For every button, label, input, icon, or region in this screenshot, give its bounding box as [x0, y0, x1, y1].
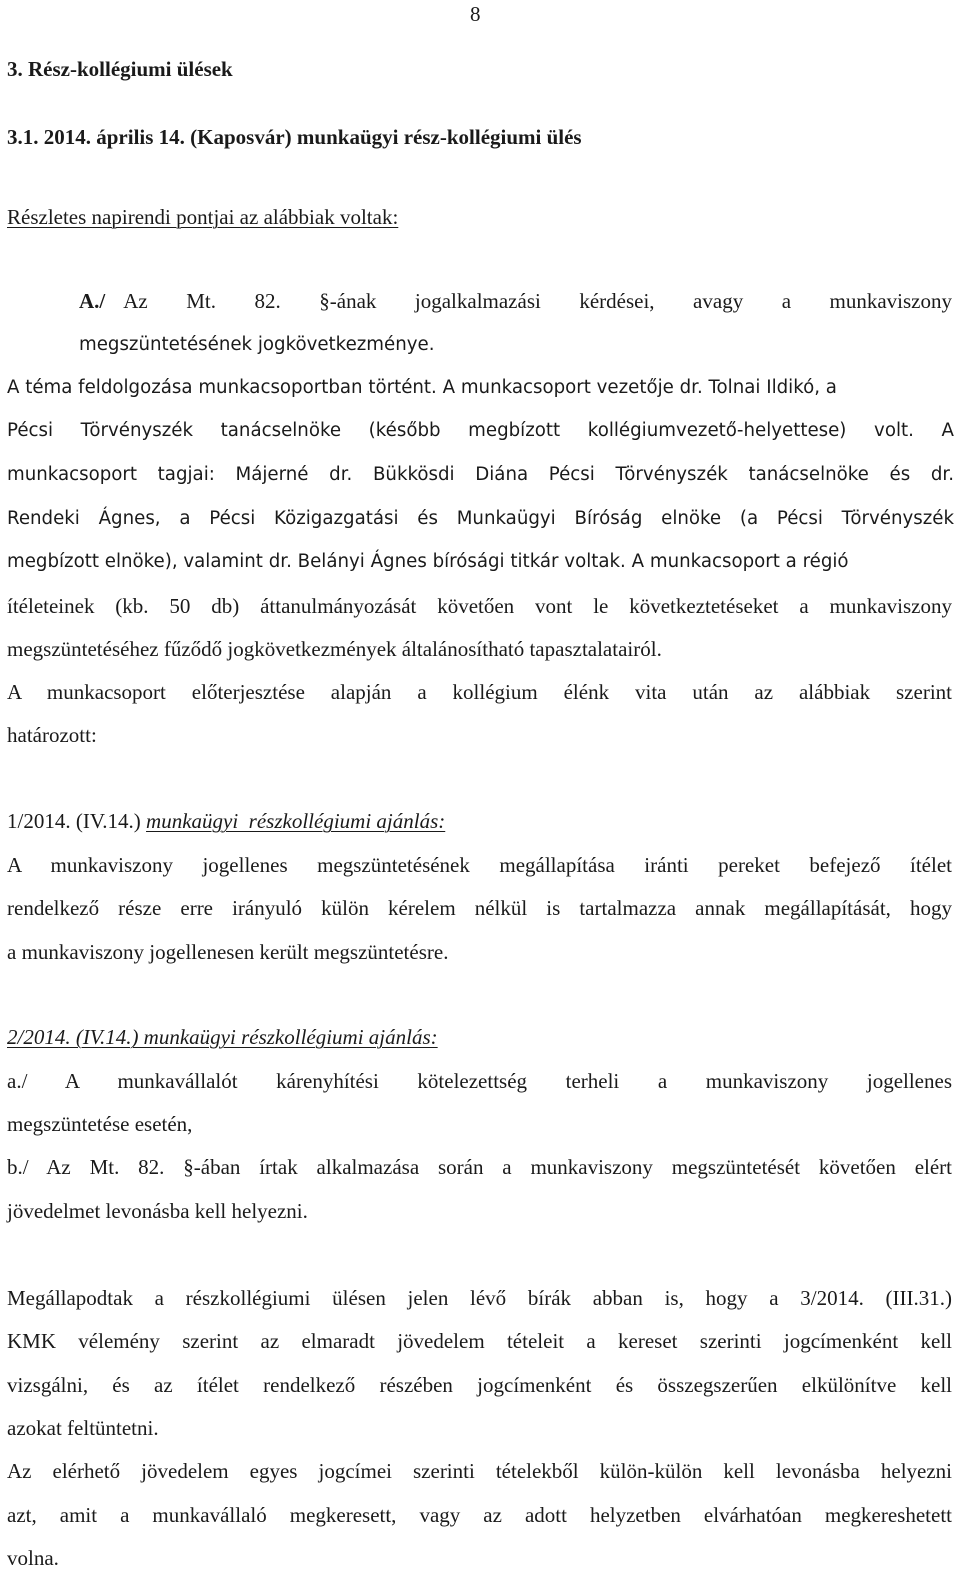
para2-line-6: azt, amit a munkavállaló megkeresett, vagy az adott helyzetben elvárhatóan megkereshetett — [7, 1503, 952, 1527]
para1-line-7: megszüntetéséhez fűződő jogkövetkezmények általánosítható tapasztalatairól. — [7, 637, 662, 661]
rec1-line-1: A munkaviszony jogellenes megszüntetésének megállapítása iránti pereket befejező ítélet — [7, 853, 952, 877]
para2-line-2: KMK vélemény szerint az elmaradt jövedelem tételeit a kereset szerinti jogcímenként kell — [7, 1329, 952, 1353]
para2-line-7: volna. — [7, 1546, 59, 1570]
para2-line-5: Az elérhető jövedelem egyes jogcímei szerinti tételekből külön-külön kell levonásba helyezni — [7, 1459, 952, 1483]
agenda-intro: Részletes napirendi pontjai az alábbiak voltak: — [7, 205, 399, 229]
para1-line-9: határozott: — [7, 723, 97, 747]
agenda-item-a-line1 — [79, 288, 952, 314]
rec2-line-4: jövedelmet levonásba kell helyezni. — [7, 1199, 308, 1223]
para1-line-1: A téma feldolgozása munkacsoportban történt. A munkacsoport vezetője dr. Tolnai Ildikó, a — [7, 377, 837, 398]
para1-line-5: megbízott elnöke), valamint dr. Belányi Ágnes bírósági titkár voltak. A munkacsoport a régió — [7, 551, 849, 572]
para2-line-4: azokat feltüntetni. — [7, 1416, 159, 1440]
para2-line-1: Megállapodtak a részkollégiumi ülésen jelen lévő bírák abban is, hogy a 3/2014. (III.31.) — [7, 1286, 952, 1310]
rec1-heading — [7, 808, 445, 834]
rec1-number: 1/2014. (IV.14.) — [7, 809, 141, 833]
rec2-line-2: megszüntetése esetén, — [7, 1112, 193, 1136]
section-heading: 3. Rész-kollégiumi ülések — [7, 57, 233, 81]
rec1-line-2: rendelkező része erre irányuló külön kérelem nélkül is tartalmazza annak megállapítását, hogy — [7, 896, 952, 920]
para1-line-3: munkacsoport tagjai: Májerné dr. Bükkösdi Diána Pécsi Törvényszék tanácselnöke és dr. — [7, 464, 954, 485]
para1-line-2: Pécsi Törvényszék tanácselnöke (később megbízott kollégiumvezető-helyettese) volt. A — [7, 420, 954, 441]
subsection-heading: 3.1. 2014. április 14. (Kaposvár) munkaügyi rész-kollégiumi ülés — [7, 125, 582, 149]
rec2-line-3: b./ Az Mt. 82. §-ában írtak alkalmazása során a munkaviszony megszüntetését követően elért — [7, 1155, 952, 1179]
agenda-item-label: A./ — [79, 289, 106, 313]
para1-line-6: ítéleteinek (kb. 50 db) áttanulmányozását követően vont le következtetéseket a munkaviszony — [7, 594, 952, 618]
para2-line-3: vizsgálni, és az ítélet rendelkező részében jogcímenként és összegszerűen elkülönítve kell — [7, 1373, 952, 1397]
agenda-item-text: Az Mt. 82. §-ának jogalkalmazási kérdései, avagy a munkaviszony — [123, 289, 952, 313]
rec2-heading: 2/2014. (IV.14.) munkaügyi részkollégiumi ajánlás: — [7, 1025, 438, 1049]
page-number: 8 — [470, 2, 481, 26]
para1-line-4: Rendeki Ágnes, a Pécsi Közigazgatási és Munkaügyi Bíróság elnöke (a Pécsi Törvényszék — [7, 508, 954, 529]
rec2-line-1: a./ A munkavállalót kárenyhítési kötelezettség terheli a munkaviszony jogellenes — [7, 1069, 952, 1093]
para1-line-8: A munkacsoport előterjesztése alapján a kollégium élénk vita után az alábbiak szerint — [7, 680, 952, 704]
rec1-line-3: a munkaviszony jogellenesen került megszüntetésre. — [7, 940, 449, 964]
agenda-item-a-line2: megszüntetésének jogkövetkezménye. — [79, 334, 435, 355]
rec1-title: munkaügyi részkollégiumi ajánlás: — [146, 809, 446, 833]
